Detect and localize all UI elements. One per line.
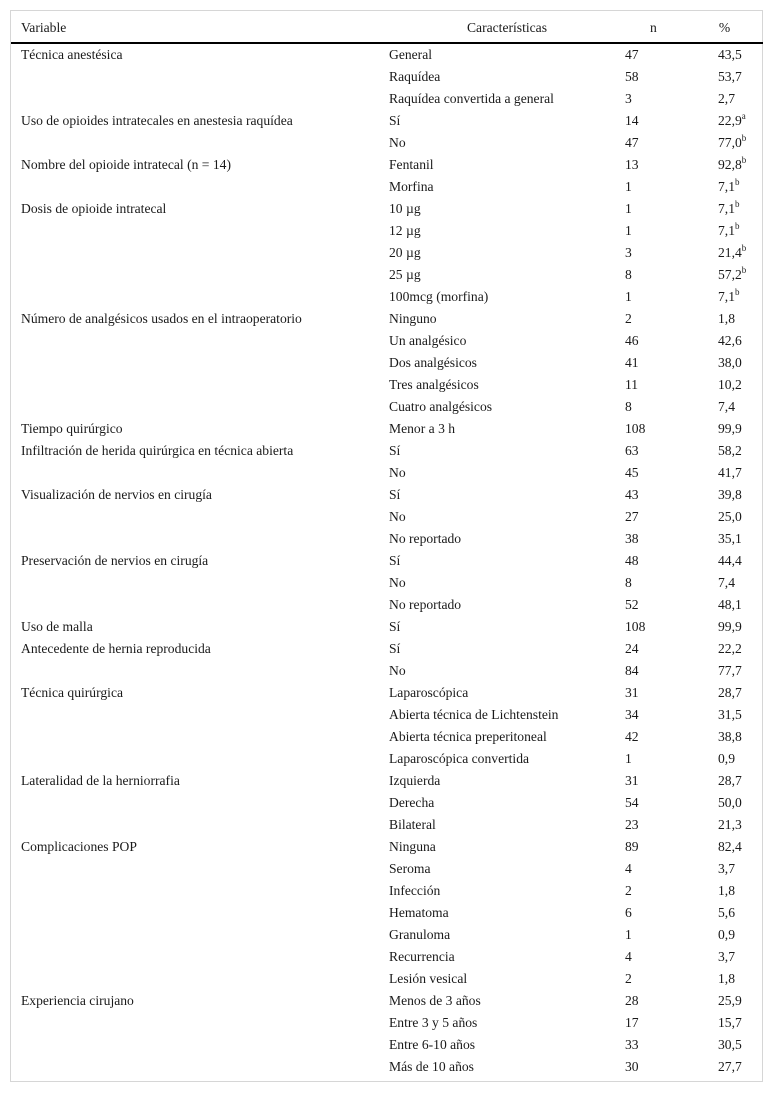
table-row bbox=[11, 286, 763, 308]
percent-value: 77,0 bbox=[718, 135, 742, 150]
n-cell: 108 bbox=[625, 421, 646, 436]
percent-cell bbox=[718, 440, 763, 462]
caracteristica-cell: 25 µg bbox=[389, 267, 421, 282]
caracteristica-cell: 10 µg bbox=[389, 201, 421, 216]
table-row bbox=[11, 946, 763, 968]
variable-cell bbox=[11, 792, 389, 814]
percent-cell bbox=[718, 154, 763, 176]
caracteristica-cell: Granuloma bbox=[389, 927, 451, 942]
percent-value: 21,4 bbox=[718, 245, 742, 260]
n-cell: 8 bbox=[625, 267, 632, 282]
caracteristica-cell: General bbox=[389, 47, 433, 62]
footnote-marker: b bbox=[735, 177, 740, 187]
caracteristica-cell: No bbox=[389, 663, 406, 678]
percent-cell bbox=[718, 43, 763, 66]
percent-cell bbox=[718, 462, 763, 484]
caracteristica-cell: No bbox=[389, 135, 406, 150]
table-row bbox=[11, 330, 763, 352]
percent-value: 43,5 bbox=[718, 47, 742, 62]
percent-cell bbox=[718, 1056, 763, 1078]
table-row bbox=[11, 374, 763, 396]
variable-cell: Uso de opioides intratecales en anestesia raquídea bbox=[21, 113, 293, 128]
n-cell: 3 bbox=[625, 91, 632, 106]
table-row bbox=[11, 880, 763, 902]
percent-cell bbox=[718, 418, 763, 440]
variable-cell bbox=[11, 704, 389, 726]
percent-value: 28,7 bbox=[718, 773, 742, 788]
percent-value: 77,7 bbox=[718, 663, 742, 678]
table-row bbox=[11, 748, 763, 770]
percent-value: 48,1 bbox=[718, 597, 742, 612]
n-cell: 52 bbox=[625, 597, 639, 612]
n-cell: 1 bbox=[625, 927, 632, 942]
percent-value: 53,7 bbox=[718, 69, 742, 84]
table-row bbox=[11, 528, 763, 550]
n-cell: 89 bbox=[625, 839, 639, 854]
percent-cell bbox=[718, 220, 763, 242]
variable-cell: Tiempo quirúrgico bbox=[21, 421, 123, 436]
variable-cell: Antecedente de hernia reproducida bbox=[21, 641, 211, 656]
n-cell: 31 bbox=[625, 773, 639, 788]
variable-cell bbox=[11, 1034, 389, 1056]
n-cell: 1 bbox=[625, 179, 632, 194]
table-row bbox=[11, 264, 763, 286]
percent-cell bbox=[718, 990, 763, 1012]
n-cell: 1 bbox=[625, 289, 632, 304]
n-cell: 54 bbox=[625, 795, 639, 810]
caracteristica-cell: Cuatro analgésicos bbox=[389, 399, 493, 414]
n-cell: 4 bbox=[625, 861, 632, 876]
table-row bbox=[11, 43, 763, 66]
variable-cell bbox=[11, 814, 389, 836]
percent-cell bbox=[718, 726, 763, 748]
percent-cell bbox=[718, 352, 763, 374]
caracteristica-cell: Fentanil bbox=[389, 157, 434, 172]
n-cell: 45 bbox=[625, 465, 639, 480]
caracteristica-cell: Menor a 3 h bbox=[389, 421, 456, 436]
caracteristica-cell: Sí bbox=[389, 553, 401, 568]
percent-cell bbox=[718, 66, 763, 88]
caracteristica-cell: Sí bbox=[389, 487, 401, 502]
variable-cell bbox=[11, 264, 389, 286]
percent-cell bbox=[718, 946, 763, 968]
variable-cell bbox=[11, 66, 389, 88]
n-cell: 17 bbox=[625, 1015, 639, 1030]
percent-cell bbox=[718, 858, 763, 880]
table-row bbox=[11, 110, 763, 132]
caracteristica-cell: Derecha bbox=[389, 795, 435, 810]
header-row bbox=[11, 13, 763, 43]
variable-cell: Nombre del opioide intratecal (n = 14) bbox=[21, 157, 231, 172]
percent-cell bbox=[718, 550, 763, 572]
caracteristica-cell: Sí bbox=[389, 641, 401, 656]
table-row bbox=[11, 902, 763, 924]
caracteristica-cell: Sí bbox=[389, 113, 401, 128]
header-caracteristicas: Características bbox=[466, 19, 547, 35]
variable-cell: Dosis de opioide intratecal bbox=[21, 201, 167, 216]
n-cell: 47 bbox=[625, 135, 639, 150]
percent-cell bbox=[718, 484, 763, 506]
variable-cell bbox=[11, 726, 389, 748]
table-row bbox=[11, 990, 763, 1012]
percent-value: 2,7 bbox=[718, 91, 735, 106]
percent-cell bbox=[718, 814, 763, 836]
caracteristica-cell: Infección bbox=[389, 883, 441, 898]
percent-value: 30,5 bbox=[718, 1037, 742, 1052]
variable-cell bbox=[11, 242, 389, 264]
percent-cell bbox=[718, 528, 763, 550]
table-header bbox=[11, 13, 763, 43]
table-row bbox=[11, 1012, 763, 1034]
percent-value: 25,9 bbox=[718, 993, 742, 1008]
table-row bbox=[11, 242, 763, 264]
n-cell: 2 bbox=[625, 883, 632, 898]
variable-cell bbox=[11, 220, 389, 242]
variable-cell bbox=[11, 880, 389, 902]
table-row bbox=[11, 154, 763, 176]
table-row bbox=[11, 968, 763, 990]
percent-value: 7,4 bbox=[718, 575, 735, 590]
n-cell: 27 bbox=[625, 509, 639, 524]
percent-cell bbox=[718, 374, 763, 396]
table-row bbox=[11, 440, 763, 462]
n-cell: 34 bbox=[625, 707, 639, 722]
percent-cell bbox=[718, 506, 763, 528]
percent-cell bbox=[718, 330, 763, 352]
caracteristica-cell: No reportado bbox=[389, 597, 462, 612]
variable-cell bbox=[11, 132, 389, 154]
variable-cell: Lateralidad de la herniorrafia bbox=[21, 773, 180, 788]
variable-cell bbox=[11, 594, 389, 616]
percent-value: 99,9 bbox=[718, 421, 742, 436]
percent-value: 58,2 bbox=[718, 443, 742, 458]
percent-cell bbox=[718, 572, 763, 594]
percent-cell bbox=[718, 638, 763, 660]
caracteristica-cell: Seroma bbox=[389, 861, 431, 876]
footnote-marker: b bbox=[735, 199, 740, 209]
n-cell: 41 bbox=[625, 355, 639, 370]
n-cell: 11 bbox=[625, 377, 639, 392]
table-row bbox=[11, 308, 763, 330]
percent-value: 38,8 bbox=[718, 729, 742, 744]
caracteristica-cell: Ninguna bbox=[389, 839, 436, 854]
percent-value: 50,0 bbox=[718, 795, 742, 810]
variable-cell bbox=[11, 572, 389, 594]
caracteristica-cell: Dos analgésicos bbox=[389, 355, 477, 370]
percent-value: 1,8 bbox=[718, 971, 735, 986]
percent-value: 38,0 bbox=[718, 355, 742, 370]
data-table bbox=[11, 13, 763, 1078]
variable-cell: Número de analgésicos usados en el intraoperatorio bbox=[21, 311, 302, 326]
caracteristica-cell: Laparoscópica convertida bbox=[389, 751, 530, 766]
percent-cell bbox=[718, 594, 763, 616]
variable-cell: Experiencia cirujano bbox=[21, 993, 134, 1008]
n-cell: 2 bbox=[625, 311, 632, 326]
n-cell: 46 bbox=[625, 333, 639, 348]
table-row bbox=[11, 682, 763, 704]
percent-value: 5,6 bbox=[718, 905, 735, 920]
percent-cell bbox=[718, 1034, 763, 1056]
caracteristica-cell: Entre 3 y 5 años bbox=[389, 1015, 478, 1030]
table-row bbox=[11, 352, 763, 374]
variable-cell: Técnica quirúrgica bbox=[21, 685, 124, 700]
table-row bbox=[11, 198, 763, 220]
table-row bbox=[11, 594, 763, 616]
n-cell: 58 bbox=[625, 69, 639, 84]
percent-value: 99,9 bbox=[718, 619, 742, 634]
footnote-marker: b bbox=[741, 133, 747, 143]
percent-value: 3,7 bbox=[718, 861, 735, 876]
percent-cell bbox=[718, 682, 763, 704]
n-cell: 24 bbox=[625, 641, 639, 656]
percent-value: 1,8 bbox=[718, 883, 735, 898]
n-cell: 31 bbox=[625, 685, 639, 700]
footnote-marker: b bbox=[741, 155, 747, 165]
percent-value: 42,6 bbox=[718, 333, 742, 348]
caracteristica-cell: Más de 10 años bbox=[389, 1059, 474, 1074]
table-row bbox=[11, 66, 763, 88]
percent-cell bbox=[718, 660, 763, 682]
variable-cell: Preservación de nervios en cirugía bbox=[21, 553, 209, 568]
table-row bbox=[11, 220, 763, 242]
percent-value: 7,1 bbox=[718, 223, 735, 238]
percent-value: 25,0 bbox=[718, 509, 742, 524]
table-row bbox=[11, 704, 763, 726]
n-cell: 3 bbox=[625, 245, 632, 260]
caracteristica-cell: 20 µg bbox=[389, 245, 421, 260]
percent-cell bbox=[718, 770, 763, 792]
caracteristica-cell: No bbox=[389, 575, 406, 590]
percent-cell bbox=[718, 924, 763, 946]
caracteristica-cell: No reportado bbox=[389, 531, 462, 546]
n-cell: 14 bbox=[625, 113, 639, 128]
percent-value: 92,8 bbox=[718, 157, 742, 172]
variable-cell bbox=[11, 924, 389, 946]
variable-cell bbox=[11, 88, 389, 110]
table-row bbox=[11, 88, 763, 110]
caracteristica-cell: Tres analgésicos bbox=[389, 377, 479, 392]
n-cell: 1 bbox=[625, 201, 632, 216]
percent-value: 15,7 bbox=[718, 1015, 742, 1030]
percent-cell bbox=[718, 902, 763, 924]
caracteristica-cell: Izquierda bbox=[389, 773, 441, 788]
percent-value: 57,2 bbox=[718, 267, 742, 282]
n-cell: 48 bbox=[625, 553, 639, 568]
n-cell: 2 bbox=[625, 971, 632, 986]
header-n: n bbox=[650, 19, 657, 35]
variable-cell: Visualización de nervios en cirugía bbox=[21, 487, 212, 502]
n-cell: 1 bbox=[625, 223, 632, 238]
n-cell: 6 bbox=[625, 905, 632, 920]
caracteristica-cell: Sí bbox=[389, 619, 401, 634]
variable-cell bbox=[11, 528, 389, 550]
percent-cell bbox=[718, 880, 763, 902]
caracteristica-cell: Hematoma bbox=[389, 905, 449, 920]
footnote-marker: b bbox=[735, 287, 740, 297]
caracteristica-cell: Raquídea convertida a general bbox=[389, 91, 554, 106]
percent-cell bbox=[718, 198, 763, 220]
footnote-marker: b bbox=[741, 265, 747, 275]
percent-cell bbox=[718, 968, 763, 990]
percent-cell bbox=[718, 176, 763, 198]
caracteristica-cell: Un analgésico bbox=[389, 333, 467, 348]
percent-cell bbox=[718, 748, 763, 770]
variable-cell: Uso de malla bbox=[21, 619, 93, 634]
percent-value: 7,1 bbox=[718, 201, 735, 216]
table-row bbox=[11, 550, 763, 572]
variable-cell bbox=[11, 902, 389, 924]
header-variable: Variable bbox=[21, 19, 67, 35]
percent-value: 7,1 bbox=[718, 179, 735, 194]
variable-cell: Técnica anestésica bbox=[21, 47, 123, 62]
variable-cell bbox=[11, 176, 389, 198]
variable-cell bbox=[11, 506, 389, 528]
percent-value: 39,8 bbox=[718, 487, 742, 502]
percent-value: 82,4 bbox=[718, 839, 742, 854]
caracteristica-cell: Raquídea bbox=[389, 69, 441, 84]
percent-cell bbox=[718, 286, 763, 308]
table-row bbox=[11, 660, 763, 682]
n-cell: 23 bbox=[625, 817, 639, 832]
variable-cell bbox=[11, 286, 389, 308]
caracteristica-cell: Sí bbox=[389, 443, 401, 458]
table-row bbox=[11, 572, 763, 594]
caracteristica-cell: Entre 6-10 años bbox=[389, 1037, 476, 1052]
table-row bbox=[11, 462, 763, 484]
percent-value: 27,7 bbox=[718, 1059, 742, 1074]
percent-cell bbox=[718, 242, 763, 264]
table-row bbox=[11, 484, 763, 506]
n-cell: 84 bbox=[625, 663, 639, 678]
variable-cell bbox=[11, 1056, 389, 1078]
table-row bbox=[11, 770, 763, 792]
table-row bbox=[11, 1056, 763, 1078]
n-cell: 33 bbox=[625, 1037, 639, 1052]
percent-value: 3,7 bbox=[718, 949, 735, 964]
variable-cell bbox=[11, 858, 389, 880]
table-body bbox=[11, 43, 763, 1078]
n-cell: 108 bbox=[625, 619, 646, 634]
percent-cell bbox=[718, 616, 763, 638]
n-cell: 43 bbox=[625, 487, 639, 502]
table-row bbox=[11, 726, 763, 748]
n-cell: 63 bbox=[625, 443, 639, 458]
header-percent: % bbox=[718, 19, 731, 35]
percent-value: 1,8 bbox=[718, 311, 735, 326]
percent-value: 35,1 bbox=[718, 531, 742, 546]
caracteristica-cell: 12 µg bbox=[389, 223, 421, 238]
caracteristica-cell: 100mcg (morfina) bbox=[389, 289, 489, 304]
percent-value: 0,9 bbox=[718, 751, 735, 766]
n-cell: 38 bbox=[625, 531, 639, 546]
percent-cell bbox=[718, 88, 763, 110]
n-cell: 28 bbox=[625, 993, 639, 1008]
percent-value: 44,4 bbox=[718, 553, 742, 568]
percent-value: 21,3 bbox=[718, 817, 742, 832]
table-row bbox=[11, 1034, 763, 1056]
table-row bbox=[11, 176, 763, 198]
table-row bbox=[11, 858, 763, 880]
percent-cell bbox=[718, 1012, 763, 1034]
table-row bbox=[11, 132, 763, 154]
table-row bbox=[11, 638, 763, 660]
n-cell: 4 bbox=[625, 949, 632, 964]
caracteristica-cell: No bbox=[389, 465, 406, 480]
percent-value: 0,9 bbox=[718, 927, 735, 942]
variable-cell bbox=[11, 374, 389, 396]
n-cell: 8 bbox=[625, 575, 632, 590]
footnote-marker: a bbox=[741, 111, 746, 121]
caracteristica-cell: Recurrencia bbox=[389, 949, 455, 964]
variable-cell bbox=[11, 462, 389, 484]
table-row bbox=[11, 616, 763, 638]
n-cell: 1 bbox=[625, 751, 632, 766]
table-row bbox=[11, 506, 763, 528]
caracteristica-cell: Lesión vesical bbox=[389, 971, 468, 986]
percent-value: 22,2 bbox=[718, 641, 742, 656]
percent-value: 41,7 bbox=[718, 465, 742, 480]
percent-cell bbox=[718, 264, 763, 286]
percent-value: 28,7 bbox=[718, 685, 742, 700]
caracteristica-cell: Abierta técnica de Lichtenstein bbox=[389, 707, 559, 722]
n-cell: 42 bbox=[625, 729, 639, 744]
percent-cell bbox=[718, 792, 763, 814]
footnote-marker: b bbox=[735, 221, 740, 231]
variable-cell bbox=[11, 352, 389, 374]
n-cell: 47 bbox=[625, 47, 639, 62]
variable-cell: Complicaciones POP bbox=[21, 839, 137, 854]
table-row bbox=[11, 396, 763, 418]
percent-cell bbox=[718, 132, 763, 154]
n-cell: 13 bbox=[625, 157, 639, 172]
caracteristica-cell: Morfina bbox=[389, 179, 434, 194]
variable-cell bbox=[11, 660, 389, 682]
n-cell: 30 bbox=[625, 1059, 639, 1074]
percent-cell bbox=[718, 396, 763, 418]
variable-cell bbox=[11, 1012, 389, 1034]
percent-cell bbox=[718, 704, 763, 726]
percent-value: 7,1 bbox=[718, 289, 735, 304]
caracteristica-cell: No bbox=[389, 509, 406, 524]
table-row bbox=[11, 792, 763, 814]
table-row bbox=[11, 836, 763, 858]
percent-cell bbox=[718, 110, 763, 132]
table-row bbox=[11, 924, 763, 946]
percent-cell bbox=[718, 308, 763, 330]
variable-cell bbox=[11, 396, 389, 418]
percent-value: 22,9 bbox=[718, 113, 742, 128]
variable-cell bbox=[11, 330, 389, 352]
n-cell: 8 bbox=[625, 399, 632, 414]
percent-value: 10,2 bbox=[718, 377, 742, 392]
variable-cell bbox=[11, 748, 389, 770]
percent-value: 7,4 bbox=[718, 399, 735, 414]
footnote-marker: b bbox=[741, 243, 747, 253]
table-row bbox=[11, 814, 763, 836]
percent-cell bbox=[718, 836, 763, 858]
caracteristica-cell: Abierta técnica preperitoneal bbox=[389, 729, 547, 744]
caracteristica-cell: Bilateral bbox=[389, 817, 436, 832]
variable-cell: Infiltración de herida quirúrgica en técnica abierta bbox=[21, 443, 294, 458]
caracteristica-cell: Ninguno bbox=[389, 311, 437, 326]
caracteristica-cell: Menos de 3 años bbox=[389, 993, 481, 1008]
variable-cell bbox=[11, 968, 389, 990]
percent-value: 31,5 bbox=[718, 707, 742, 722]
variable-cell bbox=[11, 946, 389, 968]
table-row bbox=[11, 418, 763, 440]
caracteristica-cell: Laparoscópica bbox=[389, 685, 469, 700]
